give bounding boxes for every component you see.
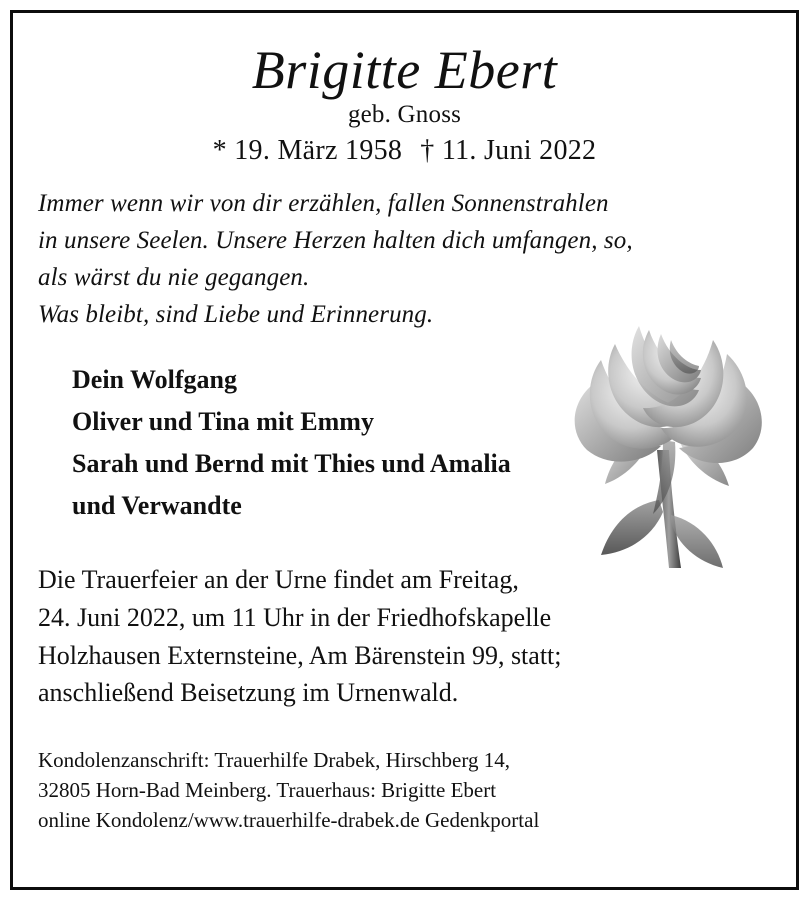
verse-line: in unsere Seelen. Unsere Herzen halten dich umfangen, so, xyxy=(38,226,633,254)
life-dates xyxy=(38,135,771,167)
deceased-name: Brigitte Ebert xyxy=(251,40,558,100)
mourner-line: und Verwandte xyxy=(72,491,242,521)
death-date: † 11. Juni 2022 xyxy=(420,134,597,166)
notice-content xyxy=(16,14,793,835)
verse-line: Immer wenn wir von dir erzählen, fallen Sonnenstrahlen xyxy=(38,189,609,217)
condolence-line: online Kondolenz/www.trauerhilfe-drabek.de Gedenkportal xyxy=(38,807,540,832)
ceremony-line: 24. Juni 2022, um 11 Uhr in der Friedhofskapelle xyxy=(38,602,552,632)
maiden-name: geb. Gnoss xyxy=(347,100,462,128)
memorial-verse xyxy=(38,185,771,333)
mourner-line: Oliver und Tina mit Emmy xyxy=(72,406,374,436)
condolence-details xyxy=(38,746,771,835)
verse-line: Was bleibt, sind Liebe und Erinnerung. xyxy=(38,300,434,328)
ceremony-line: Holzhausen Externsteine, Am Bärenstein 99, statt; xyxy=(38,640,562,670)
condolence-line: 32805 Horn-Bad Meinberg. Trauerhaus: Brigitte Ebert xyxy=(38,777,497,802)
ceremony-line: anschließend Beisetzung im Urnenwald. xyxy=(38,678,459,708)
ceremony-details xyxy=(38,561,771,712)
mourner-line: Dein Wolfgang xyxy=(72,364,237,394)
condolence-line: Kondolenzanschrift: Trauerhilfe Drabek, Hirschberg 14, xyxy=(38,747,510,772)
mourners-list xyxy=(72,359,771,527)
mourner-line: Sarah und Bernd mit Thies und Amalia xyxy=(72,448,511,478)
birth-date: * 19. März 1958 xyxy=(212,134,403,166)
ceremony-line: Die Trauerfeier an der Urne findet am Freitag, xyxy=(38,565,519,595)
verse-line: als wärst du nie gegangen. xyxy=(38,263,310,291)
